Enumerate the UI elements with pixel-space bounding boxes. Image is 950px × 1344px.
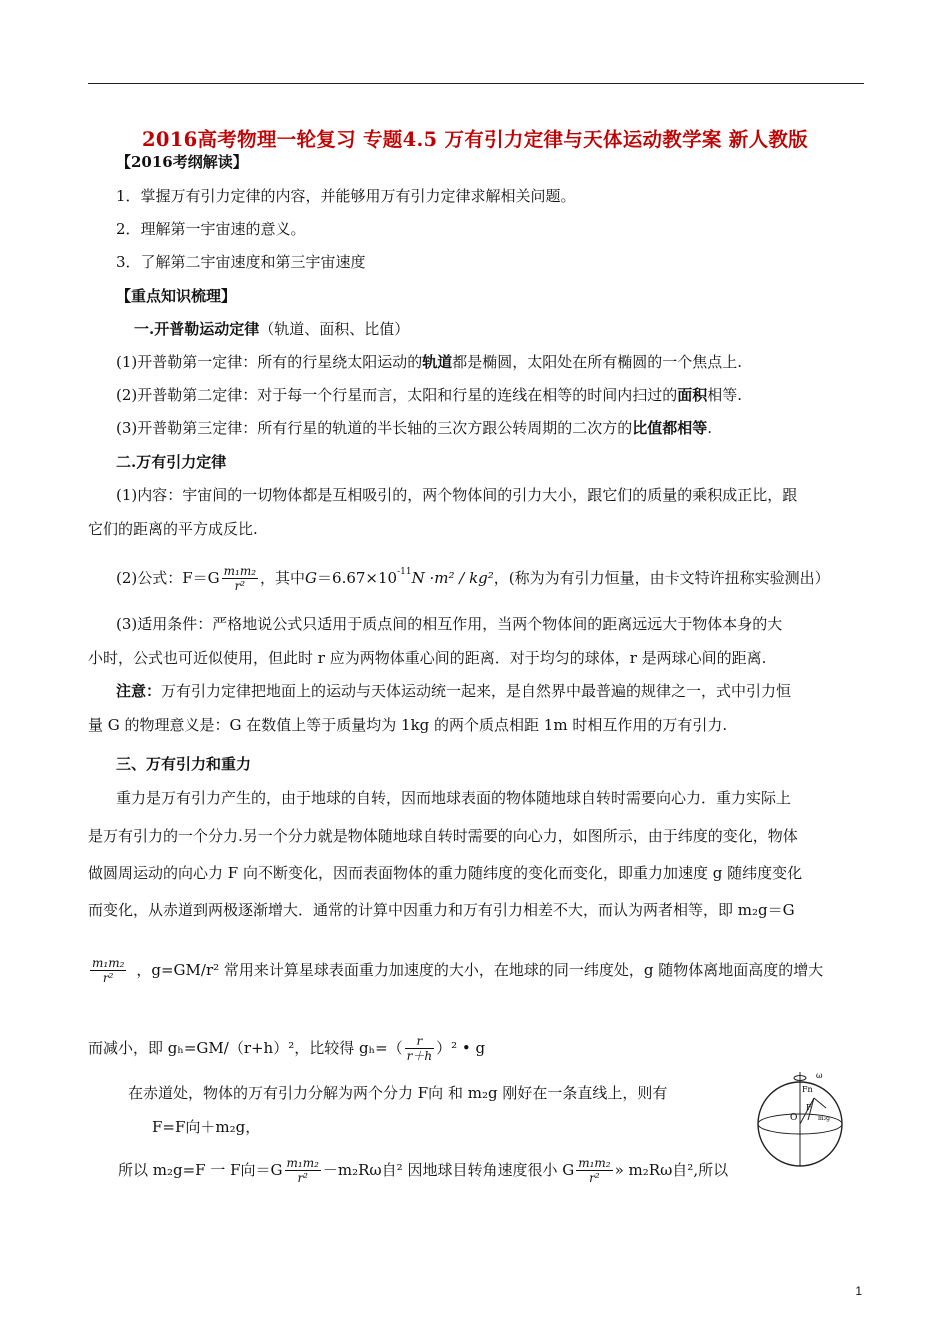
- law-keyword: 轨道: [422, 353, 453, 371]
- syllabus-item: 3．了解第二宇宙速度和第三宇宙速度: [116, 253, 366, 271]
- gravitation-condition: 小时，公式也可近似使用，但此时 r 应为两物体重心间的距离．对于均匀的球体，r 是两球心间的距离.: [88, 649, 767, 667]
- law-keyword: 比值都相等: [632, 419, 708, 437]
- earth-rotation-figure: [748, 1068, 858, 1168]
- note-label: 注意：: [116, 682, 162, 700]
- section-heading-knowledge: 【重点知识梳理】: [116, 287, 237, 305]
- formula-text: (2)公式：F＝G: [116, 569, 220, 587]
- formula-fraction: [90, 956, 126, 985]
- fraction-denominator: r²: [589, 1170, 600, 1185]
- law-text: (3)开普勒第三定律：所有行星的轨道的半长轴的三次方跟公转周期的二次方的: [116, 419, 633, 437]
- equator-paragraph: 在赤道处，物体的万有引力分解为两个分力 F向 和 m₂g 刚好在一条直线上，则有: [128, 1084, 668, 1102]
- fraction-numerator: m₁m₂: [578, 1155, 611, 1170]
- law-text: (1)开普勒第一定律：所有的行星绕太阳运动的: [116, 353, 423, 371]
- gravity-heading: 三、万有引力和重力: [116, 755, 252, 773]
- formula-text: ，(称为为有引力恒量，由卡文特许扭称实验测出）: [493, 569, 830, 587]
- formula-fraction: [285, 1156, 321, 1185]
- force-label: F: [806, 1103, 812, 1112]
- gravitation-formula: [116, 558, 830, 598]
- fraction-denominator: r²: [297, 1170, 308, 1185]
- page-title: 2016高考物理一轮复习 专题4.5 万有引力定律与天体运动教学案 新人教版: [142, 128, 808, 151]
- formula-text: ，其中: [260, 569, 306, 587]
- fraction-denominator: r²: [102, 970, 114, 985]
- formula-text: 而减小，即 gₕ=GM/（r+h）²，比较得 gₕ=（: [88, 1039, 403, 1057]
- law-text: (2)开普勒第二定律：对于每一个行星而言，太阳和行星的连线在相等的时间内扫过的: [116, 386, 678, 404]
- formula-fraction: [405, 1034, 434, 1063]
- gravitation-content: (1)内容：宇宙间的一切物体都是互相吸引的，两个物体间的引力大小，跟它们的质量的乘积成正比，跟: [116, 486, 798, 504]
- gravity-paragraph: 是万有引力的一个分力.另一个分力就是物体随地球自转时需要的向心力，如图所示，由于纬度的变化，物体: [88, 827, 798, 845]
- fraction-numerator: m₁m₂: [223, 563, 257, 578]
- mg-label: m₂g: [818, 1115, 830, 1122]
- formula-symbol: G: [305, 569, 318, 587]
- fraction-numerator: m₁m₂: [92, 955, 125, 970]
- gravity-arrow: [814, 1098, 826, 1108]
- law-text: .: [707, 419, 713, 437]
- formula-exponent: -11: [397, 567, 412, 577]
- fraction-denominator: r＋h: [406, 1048, 433, 1063]
- gravity-paragraph: 重力是万有引力产生的，由于地球的自转，因而地球表面的物体随地球自转时需要向心力．重力实际上: [116, 789, 792, 807]
- omega-label: ω: [816, 1071, 823, 1080]
- center-label: O: [790, 1113, 798, 1123]
- kepler-note: （轨道、面积、比值）: [259, 320, 410, 338]
- note-paragraph: [116, 681, 791, 701]
- syllabus-item: 1．掌握万有引力定律的内容，并能够用万有引力定律求解相关问题。: [116, 187, 576, 205]
- page-number: 1: [855, 1284, 862, 1298]
- formula-text: ，g=GM/r² 常用来计算星球表面重力加速度的大小，在地球的同一纬度处，g 随物体离地面高度的增大: [136, 961, 824, 979]
- formula-fraction: [222, 564, 258, 593]
- fraction-numerator: r: [405, 1034, 434, 1049]
- kepler-law-3: [116, 418, 712, 438]
- kepler-law-2: [116, 385, 742, 405]
- law-text: 相等.: [707, 386, 743, 404]
- fraction-numerator: m₁m₂: [286, 1155, 319, 1170]
- kepler-law-1: [116, 352, 742, 372]
- equator-result-line: [118, 1150, 728, 1190]
- gravity-paragraph: 做圆周运动的向心力 F 向不断变化，因而表面物体的重力随纬度的变化而变化，即重力加速度 g 随纬度变化: [88, 864, 803, 882]
- formula-text: » m₂Rω自²,所以: [614, 1161, 729, 1179]
- section-heading-syllabus: 【2016考纲解读】: [116, 153, 248, 171]
- gravitation-heading: 二.万有引力定律: [116, 453, 227, 471]
- gravity-paragraph: 而变化，从赤道到两极逐渐增大．通常的计算中因重力和万有引力相差不大，而认为两者相等，即 m₂g＝G: [88, 901, 795, 919]
- gravitation-content: 它们的距离的平方成反比.: [88, 520, 258, 538]
- law-text: 都是椭圆，太阳处在所有椭圆的一个焦点上.: [452, 353, 743, 371]
- formula-text: 所以 m₂g=F 一 F向＝G: [118, 1161, 283, 1179]
- header-rule: [88, 83, 864, 84]
- kepler-heading: [134, 319, 409, 339]
- formula-unit: N ·m² / kg²: [411, 569, 494, 587]
- gravity-formula-line: [88, 950, 823, 990]
- kepler-title: 一.开普勒运动定律: [134, 320, 260, 338]
- formula-fraction: [576, 1156, 612, 1185]
- formula-text: ）² • g: [436, 1039, 486, 1057]
- gravitation-condition: (3)适用条件：严格地说公式只适用于质点间的相互作用，当两个物体间的距离远远大于物体本身的大: [116, 615, 783, 633]
- formula-text: －m₂Rω自² 因地球目转角速度很小 G: [322, 1161, 575, 1179]
- formula-value: ＝6.67×10: [317, 569, 398, 587]
- equator-equation: F=F向＋m₂g，: [152, 1118, 261, 1136]
- height-formula-line: [88, 1028, 485, 1068]
- note-paragraph: 量 G 的物理意义是：G 在数值上等于质量均为 1kg 的两个质点相距 1m 时相互作用的万有引力.: [88, 716, 728, 734]
- note-text: 万有引力定律把地面上的运动与天体运动统一起来，是自然界中最普遍的规律之一，式中引力恒: [161, 682, 792, 700]
- law-keyword: 面积: [677, 386, 708, 404]
- syllabus-item: 2．理解第一宇宙速的意义。: [116, 220, 306, 238]
- fraction-denominator: r²: [234, 578, 246, 593]
- fn-label: Fn: [802, 1085, 813, 1094]
